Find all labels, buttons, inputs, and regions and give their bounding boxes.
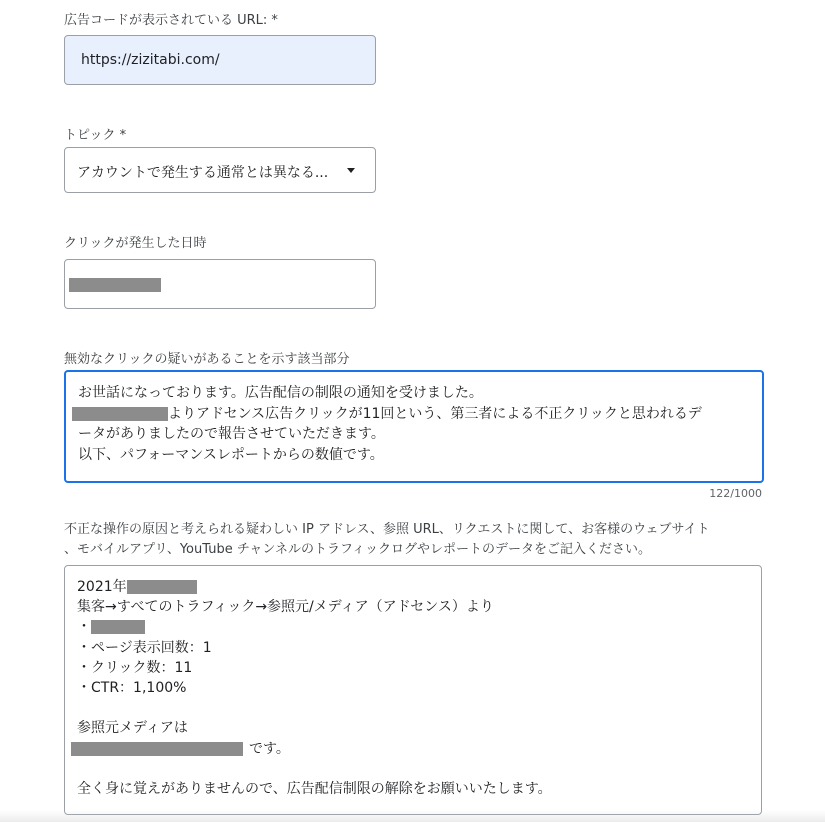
date-input[interactable] <box>64 259 376 309</box>
details-line-text: です。 <box>249 740 290 757</box>
redacted-date-range <box>72 407 168 421</box>
evidence-line <box>78 404 750 425</box>
details-description-line: 、モバイルアプリ、YouTube チャンネルのトラフィックログやレポートのデータをご記入ください。 <box>64 542 652 557</box>
topic-select[interactable] <box>64 147 376 193</box>
evidence-label: 無効なクリックの疑いがあることを示す該当部分 <box>64 352 350 367</box>
details-line: 集客→すべてのトラフィック→参照元/メディア（アドセンス）より <box>77 599 494 616</box>
details-line <box>77 698 749 718</box>
redacted-date <box>69 278 161 292</box>
details-line: ・ページ表示回数：1 <box>77 639 212 656</box>
details-line <box>77 739 749 759</box>
url-label: 広告コードが表示されている URL: * <box>64 13 278 28</box>
details-line-text: 2021年 <box>77 579 127 595</box>
date-label: クリックが発生した日時 <box>64 236 207 251</box>
details-line: 参照元メディアは <box>77 720 188 737</box>
dropdown-caret-icon[interactable] <box>347 168 355 173</box>
redacted-referrer <box>71 742 243 756</box>
details-description <box>64 520 764 560</box>
redacted-page <box>91 620 145 634</box>
details-line <box>77 617 749 637</box>
topic-label: トピック * <box>64 128 127 143</box>
evidence-line-text: よりアドセンス広告クリックが11回という、第三者による不正クリックと思われるデ <box>168 405 702 422</box>
details-line: 全く身に覚えがありませんので、広告配信制限の解除をお願いいたします。 <box>77 780 552 797</box>
details-line <box>77 577 749 597</box>
details-line <box>77 759 749 779</box>
evidence-line: 以下、パフォーマンスレポートからの数値です。 <box>78 446 384 463</box>
url-value: https://zizitabi.com/ <box>81 52 220 68</box>
url-input[interactable] <box>64 35 376 85</box>
details-textarea[interactable] <box>64 565 762 815</box>
redacted-date <box>127 580 197 594</box>
bottom-scroll-shadow <box>0 810 825 822</box>
character-counter: 122/1000 <box>709 487 762 500</box>
details-line: ・CTR：1,100% <box>77 679 187 696</box>
details-description-line: 不正な操作の原因と考えられる疑わしい IP アドレス、参照 URL、リクエストに関して、お客様のウェブサイト <box>64 522 710 537</box>
evidence-line: お世話になっております。広告配信の制限の通知を受けました。 <box>78 385 483 401</box>
evidence-textarea[interactable] <box>64 370 764 483</box>
details-line-text: ・ <box>77 619 91 636</box>
topic-selected-value: アカウントで発生する通常とは異なる... <box>77 165 329 181</box>
details-line: ・クリック数：11 <box>77 659 193 676</box>
evidence-line: ータがありましたので報告させていただきます。 <box>78 426 385 442</box>
